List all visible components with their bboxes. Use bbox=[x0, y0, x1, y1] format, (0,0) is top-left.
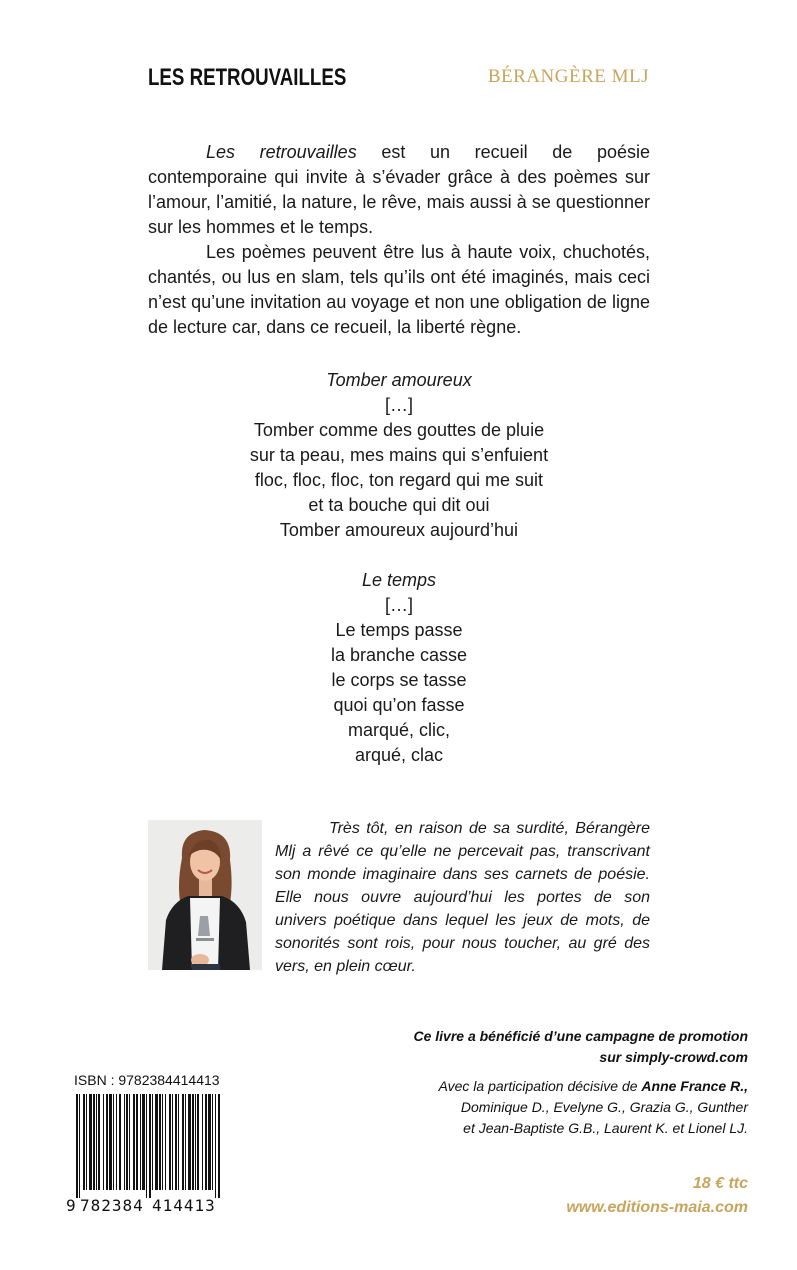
barcode-bar bbox=[93, 1094, 95, 1190]
barcode-bar bbox=[140, 1094, 141, 1190]
poem-line: quoi qu’on fasse bbox=[333, 695, 465, 715]
barcode-bar bbox=[178, 1094, 179, 1190]
barcode-bar bbox=[109, 1094, 112, 1190]
blurb-book-title: Les retrouvailles bbox=[206, 142, 357, 162]
acknowledgements-names-1: Anne France R., bbox=[641, 1078, 748, 1094]
poem-line: marqué, clic, bbox=[347, 720, 451, 740]
barcode-bar bbox=[162, 1094, 163, 1190]
author-bio bbox=[275, 817, 650, 978]
barcode-bar bbox=[212, 1094, 213, 1190]
blurb-paragraph-1-text: est un recueil de poésie contemporaine qui invite à s’évader grâce à des poèmes sur l’amour, l’amitié, la nature, le rêve, mais aussi à se questionner sur les hommes et le temps. bbox=[148, 142, 650, 237]
barcode-bar bbox=[136, 1094, 138, 1190]
barcode-bar bbox=[215, 1094, 216, 1198]
poem-title: Tomber amoureux bbox=[326, 370, 472, 390]
acknowledgements-line-3: et Jean-Baptiste G.B., Laurent K. et Lionel LJ. bbox=[463, 1120, 748, 1136]
poem-line: Tomber comme des gouttes de pluie bbox=[253, 420, 545, 440]
barcode-bar bbox=[149, 1094, 151, 1198]
blurb-paragraph-1 bbox=[148, 140, 650, 240]
acknowledgements-line-2: Dominique D., Evelyne G., Grazia G., Gunther bbox=[460, 1099, 748, 1115]
poem-line: la branche casse bbox=[330, 645, 468, 665]
barcode-icon bbox=[66, 1094, 226, 1198]
barcode-digit-first: 9 bbox=[66, 1196, 76, 1215]
poem-line: le corps se tasse bbox=[331, 670, 467, 690]
barcode-bar bbox=[197, 1094, 199, 1190]
barcode-bar bbox=[86, 1094, 87, 1190]
barcode-bar bbox=[96, 1094, 97, 1190]
acknowledgements-prefix: Avec la participation décisive de bbox=[438, 1078, 642, 1094]
barcode-bar bbox=[188, 1094, 191, 1190]
publisher-website: www.editions-maia.com bbox=[566, 1199, 748, 1216]
barcode-bar bbox=[195, 1094, 196, 1190]
author-name: BÉRANGÈRE MLJ bbox=[487, 66, 649, 87]
isbn-label: ISBN : 9782384414413 bbox=[74, 1072, 220, 1088]
barcode-bar bbox=[185, 1094, 186, 1190]
acknowledgements bbox=[348, 1076, 748, 1139]
barcode-bar bbox=[155, 1094, 158, 1190]
author-photo-illustration bbox=[148, 820, 262, 970]
acknowledgements-line-1 bbox=[348, 1076, 748, 1097]
barcode-bar bbox=[79, 1094, 80, 1198]
author-photo bbox=[148, 820, 262, 970]
barcode-bar bbox=[169, 1094, 171, 1190]
barcode-bar bbox=[208, 1094, 211, 1190]
barcode-digits-right: 414413 bbox=[152, 1196, 216, 1215]
poem-line: sur ta peau, mes mains qui s’enfuient bbox=[249, 445, 549, 465]
barcode-bar bbox=[165, 1094, 166, 1190]
barcode-bar bbox=[116, 1094, 117, 1190]
book-title: LES RETROUVAILLES bbox=[148, 64, 347, 91]
barcode-bar bbox=[202, 1094, 203, 1190]
barcode-bar bbox=[126, 1094, 128, 1190]
barcode-bar bbox=[172, 1094, 173, 1190]
price: 18 € ttc bbox=[692, 1175, 748, 1192]
barcode-bar bbox=[103, 1094, 104, 1190]
promotion-line-1: Ce livre a bénéficié d’une campagne de promotion bbox=[413, 1028, 748, 1044]
barcode-bar bbox=[129, 1094, 130, 1190]
barcode-digits-left: 782384 bbox=[80, 1196, 144, 1215]
barcode-bar bbox=[124, 1094, 125, 1190]
poem-line: Tomber amoureux aujourd’hui bbox=[279, 520, 519, 540]
barcode-bar bbox=[142, 1094, 145, 1190]
barcode-bar bbox=[192, 1094, 194, 1190]
poem-title: Le temps bbox=[361, 570, 437, 590]
barcode-bar bbox=[119, 1094, 121, 1190]
poem-line: […] bbox=[384, 395, 413, 415]
back-cover-blurb bbox=[148, 140, 650, 340]
barcode-digits bbox=[66, 1196, 226, 1218]
author-bio-text: Très tôt, en raison de sa surdité, Bérangère Mlj a rêvé ce qu’elle ne percevait pas, transcrivant son monde imaginaire dans ses carnets de poésie. Elle nous ouvre aujourd’hui les portes de son univers poétique dans lequel les jeux de mots, de sonorités sont rois, pour nous toucher, au gré des vers, en plein cœur. bbox=[275, 820, 650, 975]
promotion-notice bbox=[348, 1026, 748, 1068]
poem-excerpt-tomber-amoureux bbox=[148, 368, 650, 543]
barcode-bar bbox=[182, 1094, 184, 1190]
poem-line: arqué, clac bbox=[354, 745, 444, 765]
barcode-bar bbox=[133, 1094, 135, 1190]
promotion-line-2: sur simply-crowd.com bbox=[599, 1049, 748, 1065]
barcode-bar bbox=[152, 1094, 153, 1190]
barcode-bar bbox=[76, 1094, 78, 1198]
poem-line: floc, floc, floc, ton regard qui me suit bbox=[254, 470, 544, 490]
barcode-bar bbox=[205, 1094, 207, 1190]
poem-line: […] bbox=[384, 595, 413, 615]
barcode-bar bbox=[146, 1094, 147, 1198]
barcode-bar bbox=[113, 1094, 114, 1190]
poem-line: Le temps passe bbox=[335, 620, 463, 640]
barcode-bar bbox=[89, 1094, 92, 1190]
barcode-bar bbox=[218, 1094, 220, 1198]
barcode-bar bbox=[106, 1094, 108, 1190]
barcode-bar bbox=[159, 1094, 161, 1190]
barcode-bar bbox=[98, 1094, 100, 1190]
barcode-bar bbox=[175, 1094, 177, 1190]
blurb-paragraph-2: Les poèmes peuvent être lus à haute voix, chuchotés, chantés, ou lus en slam, tels qu’ils ont été imaginés, mais ceci n’est qu’une invitation au voyage et non une obligation de ligne de lecture car, dans ce recueil, la liberté règne. bbox=[148, 242, 650, 337]
barcode-bar bbox=[83, 1094, 85, 1190]
poem-line: et ta bouche qui dit oui bbox=[308, 495, 490, 515]
poem-excerpt-le-temps bbox=[148, 568, 650, 768]
